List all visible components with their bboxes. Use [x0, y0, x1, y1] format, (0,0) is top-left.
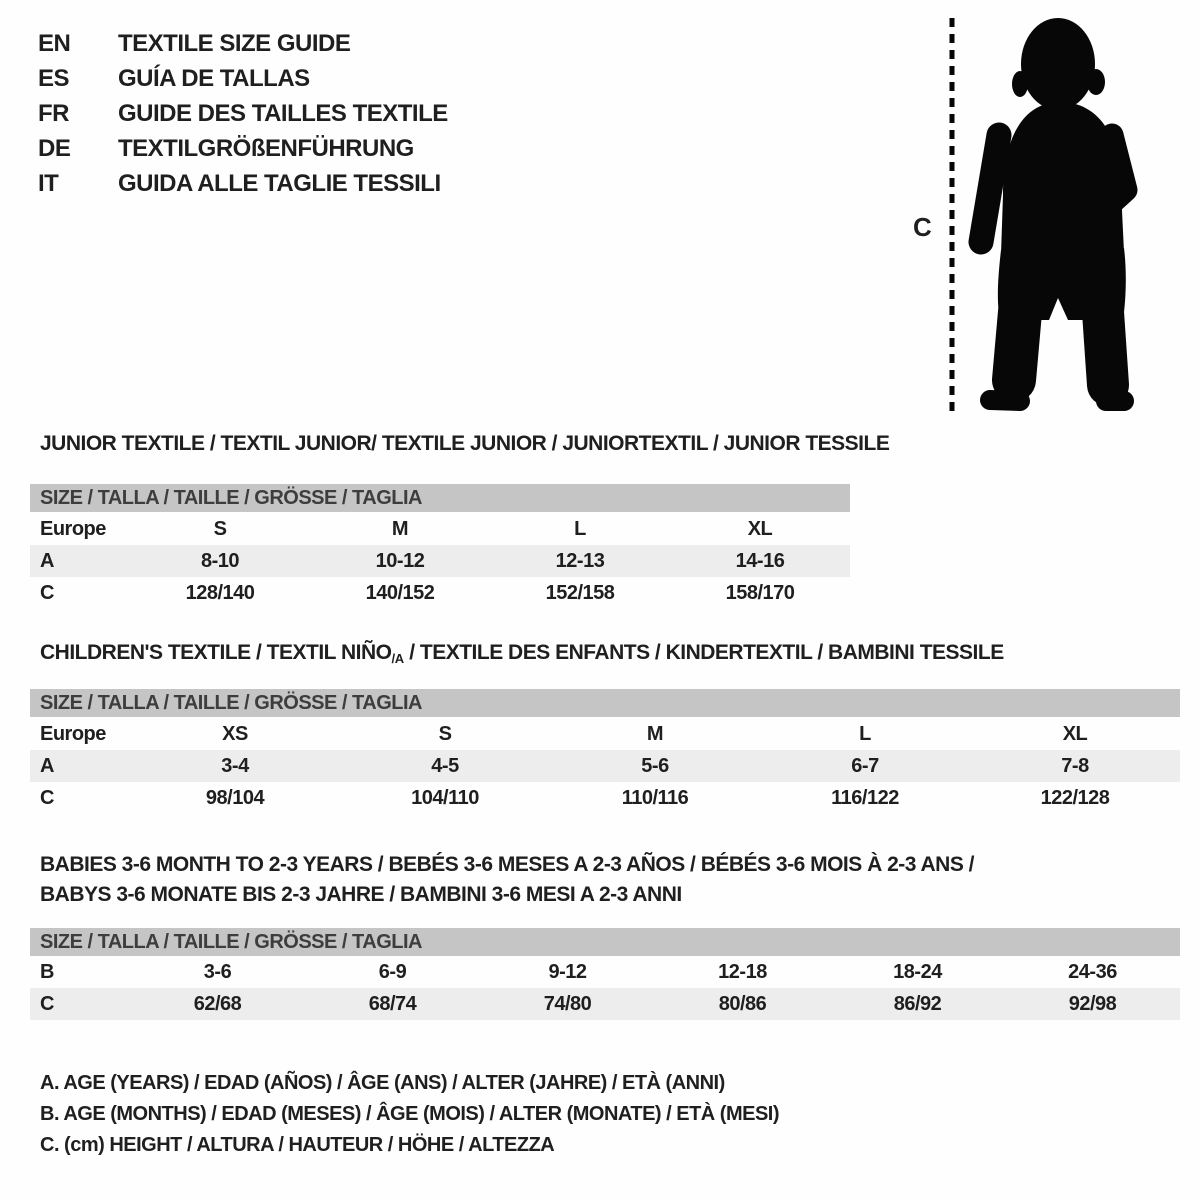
children-section-title	[40, 641, 1004, 666]
language-code: ES	[38, 64, 70, 92]
height-cell: 152/158	[545, 581, 615, 604]
age-cell: 6-7	[851, 754, 879, 777]
babies-title-line1: BABIES 3-6 MONTH TO 2-3 YEARS / BEBÉS 3-6 MESES A 2-3 AÑOS / BÉBÉS 3-6 MOIS À 2-3 ANS /	[40, 853, 975, 876]
language-row-it	[38, 166, 448, 201]
size-cell: L	[859, 722, 871, 745]
height-cell: 158/170	[725, 581, 795, 604]
height-cell: 98/104	[205, 786, 265, 809]
language-label: GUIDE DES TAILLES TEXTILE	[118, 99, 448, 127]
children-size-table	[30, 718, 1180, 814]
size-cell: XL	[747, 517, 773, 540]
height-measure-label: C	[913, 212, 932, 242]
table-row-age-years	[30, 545, 850, 577]
row-label: A	[40, 754, 54, 777]
table-row-age-years	[30, 750, 1180, 782]
table-row-europe	[30, 513, 850, 545]
size-cell: S	[438, 722, 452, 745]
legend-line-age-years: A. AGE (YEARS) / EDAD (AÑOS) / ÂGE (ANS) / ALTER (JAHRE) / ETÀ (ANNI)	[40, 1072, 725, 1094]
size-cell: M	[646, 722, 664, 745]
language-label: GUIDA ALLE TAGLIE TESSILI	[118, 169, 441, 197]
measurement-legend	[40, 1068, 779, 1161]
babies-title-line2: BABYS 3-6 MONATE BIS 2-3 JAHRE / BAMBINI 3-6 MESI A 2-3 ANNI	[40, 883, 682, 906]
height-cell: 80/86	[718, 992, 767, 1015]
babies-section-title	[40, 850, 974, 910]
table-row-height-cm	[30, 782, 1180, 814]
height-cell: 92/98	[1068, 992, 1117, 1015]
babies-size-table	[30, 956, 1180, 1020]
age-cell: 18-24	[893, 960, 942, 983]
children-title-subscript: /A	[391, 651, 404, 666]
age-cell: 12-18	[718, 960, 767, 983]
height-cell: 74/80	[543, 992, 592, 1015]
language-code: EN	[38, 29, 71, 57]
legend-line-height: C. (cm) HEIGHT / ALTURA / HAUTEUR / HÖHE / ALTEZZA	[40, 1134, 555, 1156]
children-title-part1: CHILDREN'S TEXTILE / TEXTIL NIÑO	[40, 641, 392, 664]
row-label: C	[40, 786, 54, 809]
age-cell: 3-4	[221, 754, 249, 777]
size-cell: M	[391, 517, 409, 540]
language-label: TEXTILGRÖßENFÜHRUNG	[118, 134, 414, 162]
row-label: A	[40, 549, 54, 572]
table-row-height-cm	[30, 577, 850, 609]
baby-silhouette-icon	[900, 10, 1160, 430]
babies-size-header-bar: SIZE / TALLA / TAILLE / GRÖSSE / TAGLIA	[30, 928, 1180, 956]
size-cell: S	[213, 517, 227, 540]
row-label: Europe	[40, 722, 106, 745]
size-cell: XL	[1062, 722, 1088, 745]
table-row-height-cm	[30, 988, 1180, 1020]
table-row-europe	[30, 718, 1180, 750]
age-cell: 8-10	[200, 549, 240, 572]
language-code: DE	[38, 134, 71, 162]
language-code: FR	[38, 99, 69, 127]
age-cell: 6-9	[378, 960, 407, 983]
language-row-de	[38, 131, 448, 166]
table-row-age-months	[30, 956, 1180, 988]
age-cell: 12-13	[555, 549, 605, 572]
age-cell: 4-5	[431, 754, 459, 777]
language-code: IT	[38, 169, 59, 197]
height-cell: 110/116	[621, 786, 689, 809]
language-label: GUÍA DE TALLAS	[118, 64, 310, 92]
height-cell: 68/74	[368, 992, 417, 1015]
children-size-header-bar: SIZE / TALLA / TAILLE / GRÖSSE / TAGLIA	[30, 689, 1180, 717]
row-label: C	[40, 581, 54, 604]
language-row-en	[38, 26, 448, 61]
children-title-part2: / TEXTILE DES ENFANTS / KINDERTEXTIL / BAMBINI TESSILE	[403, 641, 1004, 664]
age-cell: 10-12	[375, 549, 425, 572]
age-cell: 5-6	[641, 754, 669, 777]
age-cell: 14-16	[735, 549, 785, 572]
language-row-es	[38, 61, 448, 96]
junior-size-table	[30, 513, 850, 609]
height-cell: 122/128	[1040, 786, 1110, 809]
height-cell: 140/152	[365, 581, 435, 604]
age-cell: 3-6	[203, 960, 232, 983]
size-cell: L	[574, 517, 586, 540]
age-cell: 9-12	[548, 960, 587, 983]
language-row-fr	[38, 96, 448, 131]
language-list	[38, 26, 448, 201]
height-cell: 62/68	[193, 992, 242, 1015]
height-cell: 128/140	[185, 581, 255, 604]
size-cell: XS	[222, 722, 248, 745]
height-cell: 104/110	[411, 786, 479, 809]
age-cell: 7-8	[1061, 754, 1089, 777]
row-label: C	[40, 992, 54, 1015]
junior-size-header-bar: SIZE / TALLA / TAILLE / GRÖSSE / TAGLIA	[30, 484, 850, 512]
legend-line-age-months: B. AGE (MONTHS) / EDAD (MESES) / ÂGE (MOIS) / ALTER (MONATE) / ETÀ (MESI)	[40, 1103, 780, 1125]
language-label: TEXTILE SIZE GUIDE	[118, 29, 351, 57]
junior-section-title: JUNIOR TEXTILE / TEXTIL JUNIOR/ TEXTILE JUNIOR / JUNIORTEXTIL / JUNIOR TESSILE	[40, 432, 890, 455]
row-label: B	[40, 960, 54, 983]
height-cell: 86/92	[893, 992, 942, 1015]
age-cell: 24-36	[1068, 960, 1117, 983]
height-cell: 116/122	[831, 786, 899, 809]
row-label: Europe	[40, 517, 106, 540]
